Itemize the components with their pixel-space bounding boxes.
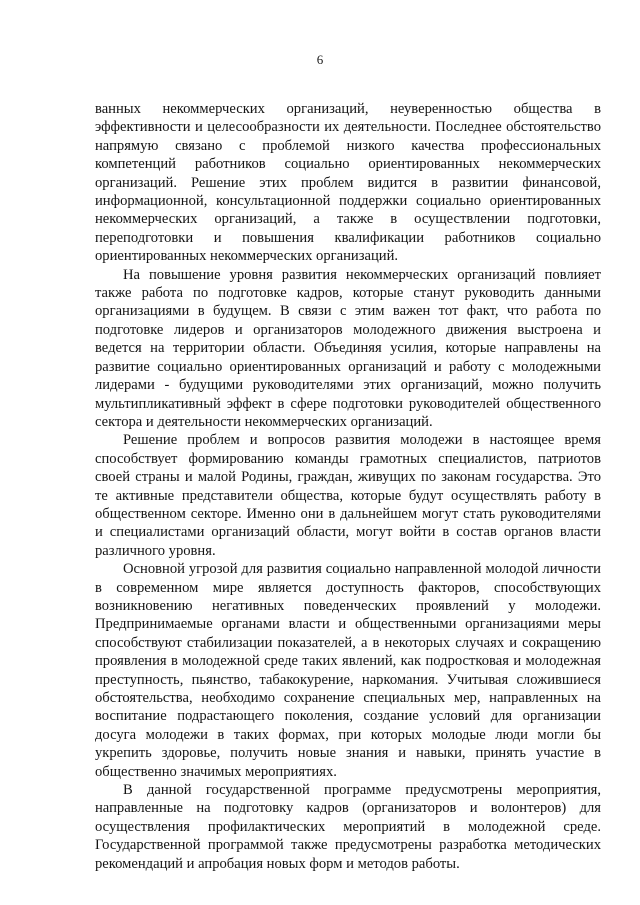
page-number: 6 [316,52,324,67]
paragraph-3: Решение проблем и вопросов развития молодежи в настоящее время способствует формированию команды грамотных специалистов, патриотов своей страны и малой Родины, граждан, живущих по законам государства. Это те активные представители общества, которые будут осуществлять работу в общественном секторе. Именно они в дальнейшем могут стать руководителями и специалистами организаций области, могут войти в состав органов власти различного уровня. [95,432,601,559]
paragraph-5: В данной государственной программе предусмотрены мероприятия, направленные на подготовку кадров (организаторов и волонтеров) для осуществления профилактических мероприятий в молодежной среде. Государственной программой также предусмотрены разработка методических рекомендаций и апробация новых форм и методов работы. [95,782,601,872]
paragraph-2: На повышение уровня развития некоммерческих организаций повлияет также работа по подготовке кадров, которые станут руководить данными организациями в будущем. В связи с этим важен тот факт, что работа по подготовке лидеров и организаторов молодежного движения выстроена и ведется на территории области. Объединяя усилия, которые направлены на развитие социально ориентированных организаций и работу с молодежными лидерами - будущими руководителями этих организаций, можно получить мультипликативный эффект в сфере подготовки руководителей общественного сектора и деятельности некоммерческих организаций. [95,266,601,430]
document-body [95,100,601,873]
paragraph-1: ванных некоммерческих организаций, неуверенностью общества в эффективности и целесообразности их деятельности. Последнее обстоятельство напрямую связано с проблемой низкого качества профессиональных компетенций работников социально ориентированных некоммерческих организаций. Решение этих проблем видится в развитии финансовой, информационной, консультационной поддержки социально ориентированных некоммерческих организаций, а также в осуществлении подготовки, переподготовки и повышения квалификации работников социально ориентированных некоммерческих организаций. [95,101,601,265]
paragraph-4: Основной угрозой для развития социально направленной молодой личности в современном мире является доступность факторов, способствующих возникновению негативных поведенческих проявлений у молодежи. Предпринимаемые органами власти и общественными организациями меры способствуют стабилизации показателей, а в некоторых случаях и сокращению проявления в молодежной среде таких явлений, как подростковая и молодежная преступность, пьянство, табакокурение, наркомания. Учитывая сложившиеся обстоятельства, необходимо сохранение специальных мер, направленных на воспитание подрастающего поколения, создание условий для организации досуга молодежи в таких формах, при которых молодые люди могли бы укрепить здоровье, получить новые знания и навыки, принять участие в общественно значимых мероприятиях. [95,561,601,780]
